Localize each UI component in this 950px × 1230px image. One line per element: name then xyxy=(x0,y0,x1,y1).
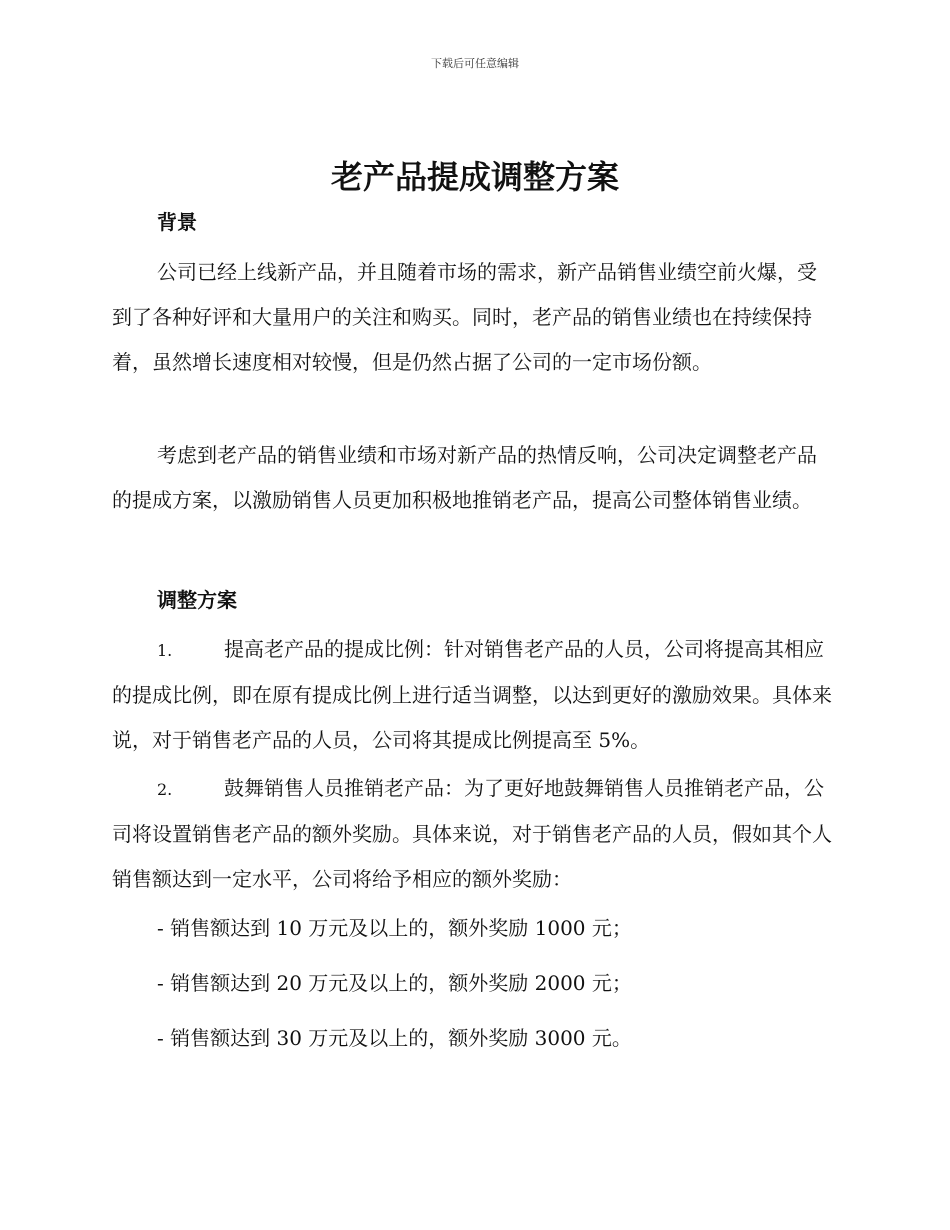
plan-item-number: 2. xyxy=(157,780,173,799)
plan-item-2 xyxy=(112,766,836,902)
background-paragraph-1: 公司已经上线新产品，并且随着市场的需求，新产品销售业绩空前火爆，受到了各种好评和大量用户的关注和购买。同时，老产品的销售业绩也在持续保持着，虽然增长速度相对较慢，但是仍然占据了公司的一定市场份额。 xyxy=(112,260,817,374)
bonus-tier-3: - 销售额达到 30 万元及以上的，额外奖励 3000 元。 xyxy=(157,1026,632,1050)
bonus-tier-1: - 销售额达到 10 万元及以上的，额外奖励 1000 元； xyxy=(157,916,632,940)
plan-item-text: 鼓舞销售人员推销老产品：为了更好地鼓舞销售人员推销老产品，公司将设置销售老产品的额外奖励。具体来说，对于销售老产品的人员，假如其个人销售额达到一定水平，公司将给予相应的额外奖励： xyxy=(112,776,832,891)
section-heading-background: 背景 xyxy=(157,210,197,234)
section-heading-plan: 调整方案 xyxy=(157,588,237,612)
header-note: 下载后可任意编辑 xyxy=(431,57,519,70)
plan-item-1 xyxy=(112,627,836,763)
plan-item-text: 提高老产品的提成比例：针对销售老产品的人员，公司将提高其相应的提成比例，即在原有提成比例上进行适当调整，以达到更好的激励效果。具体来说，对于销售老产品的人员，公司将其提成比例提高至 5%。 xyxy=(112,637,832,752)
background-paragraph-2: 考虑到老产品的销售业绩和市场对新产品的热情反响，公司决定调整老产品的提成方案，以激励销售人员更加积极地推销老产品，提高公司整体销售业绩。 xyxy=(112,443,817,512)
bonus-tier-2: - 销售额达到 20 万元及以上的，额外奖励 2000 元； xyxy=(157,971,632,995)
document-title: 老产品提成调整方案 xyxy=(330,158,619,196)
plan-item-number: 1. xyxy=(157,641,173,660)
